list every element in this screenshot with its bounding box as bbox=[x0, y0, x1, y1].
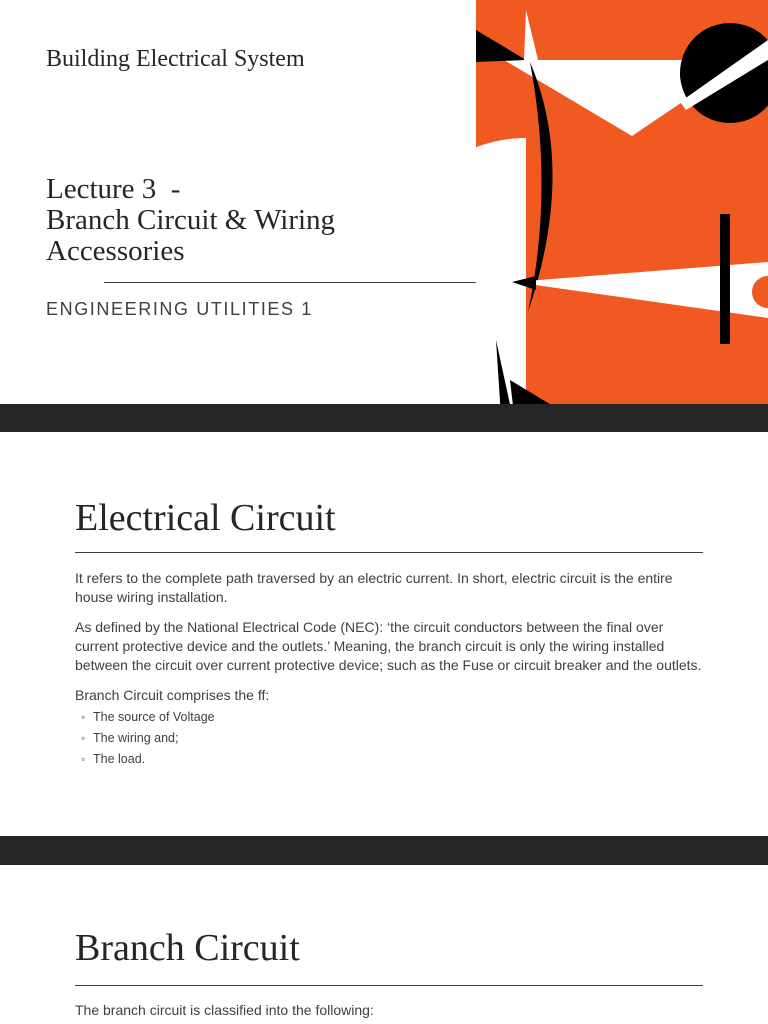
lecture-title bbox=[46, 174, 335, 267]
abstract-orange-artwork bbox=[476, 0, 768, 432]
list-item: ◦ The wiring and; bbox=[81, 728, 705, 749]
bullet-icon: ◦ bbox=[81, 710, 86, 724]
bullet-icon: ◦ bbox=[81, 731, 86, 745]
paragraph-nec: As defined by the National Electrical Code (NEC): ‘the circuit conductors between the final over current protective device and the outlets.’ Meaning, the branch circuit is only the wiring installed between the circuit over current protective device; such as the Fuse or circuit breaker and the outlets. bbox=[75, 619, 702, 673]
list-item: ◦ The load. bbox=[81, 749, 705, 770]
slide-body bbox=[75, 569, 705, 770]
component-list bbox=[75, 707, 705, 770]
slide-heading: Branch Circuit bbox=[75, 927, 300, 969]
electrical-circuit-slide bbox=[0, 432, 768, 836]
slide-heading: Electrical Circuit bbox=[75, 497, 336, 539]
slide-divider-bar bbox=[0, 836, 768, 865]
list-lead: Branch Circuit comprises the ff: bbox=[75, 687, 270, 703]
lecture-title-line-3: Accessories bbox=[46, 235, 185, 267]
heading-underline bbox=[75, 552, 703, 553]
bullet-icon: ◦ bbox=[81, 752, 86, 766]
paragraph-definition: It refers to the complete path traversed by an electric current. In short, electric circuit is the entire house wiring installation. bbox=[75, 570, 673, 605]
branch-circuit-slide bbox=[0, 865, 768, 1024]
subject-subtitle: ENGINEERING UTILITIES 1 bbox=[46, 299, 313, 319]
title-divider-line bbox=[104, 282, 476, 283]
list-item: ◦ The source of Voltage bbox=[81, 707, 705, 728]
lecture-title-line-1: Lecture 3 - bbox=[46, 173, 181, 205]
slide-divider-bar bbox=[0, 404, 768, 432]
lecture-title-line-2: Branch Circuit & Wiring bbox=[46, 204, 336, 236]
heading-underline bbox=[75, 985, 703, 986]
course-title: Building Electrical System bbox=[46, 46, 305, 72]
slide-body-text: The branch circuit is classified into the following: bbox=[75, 1002, 374, 1018]
